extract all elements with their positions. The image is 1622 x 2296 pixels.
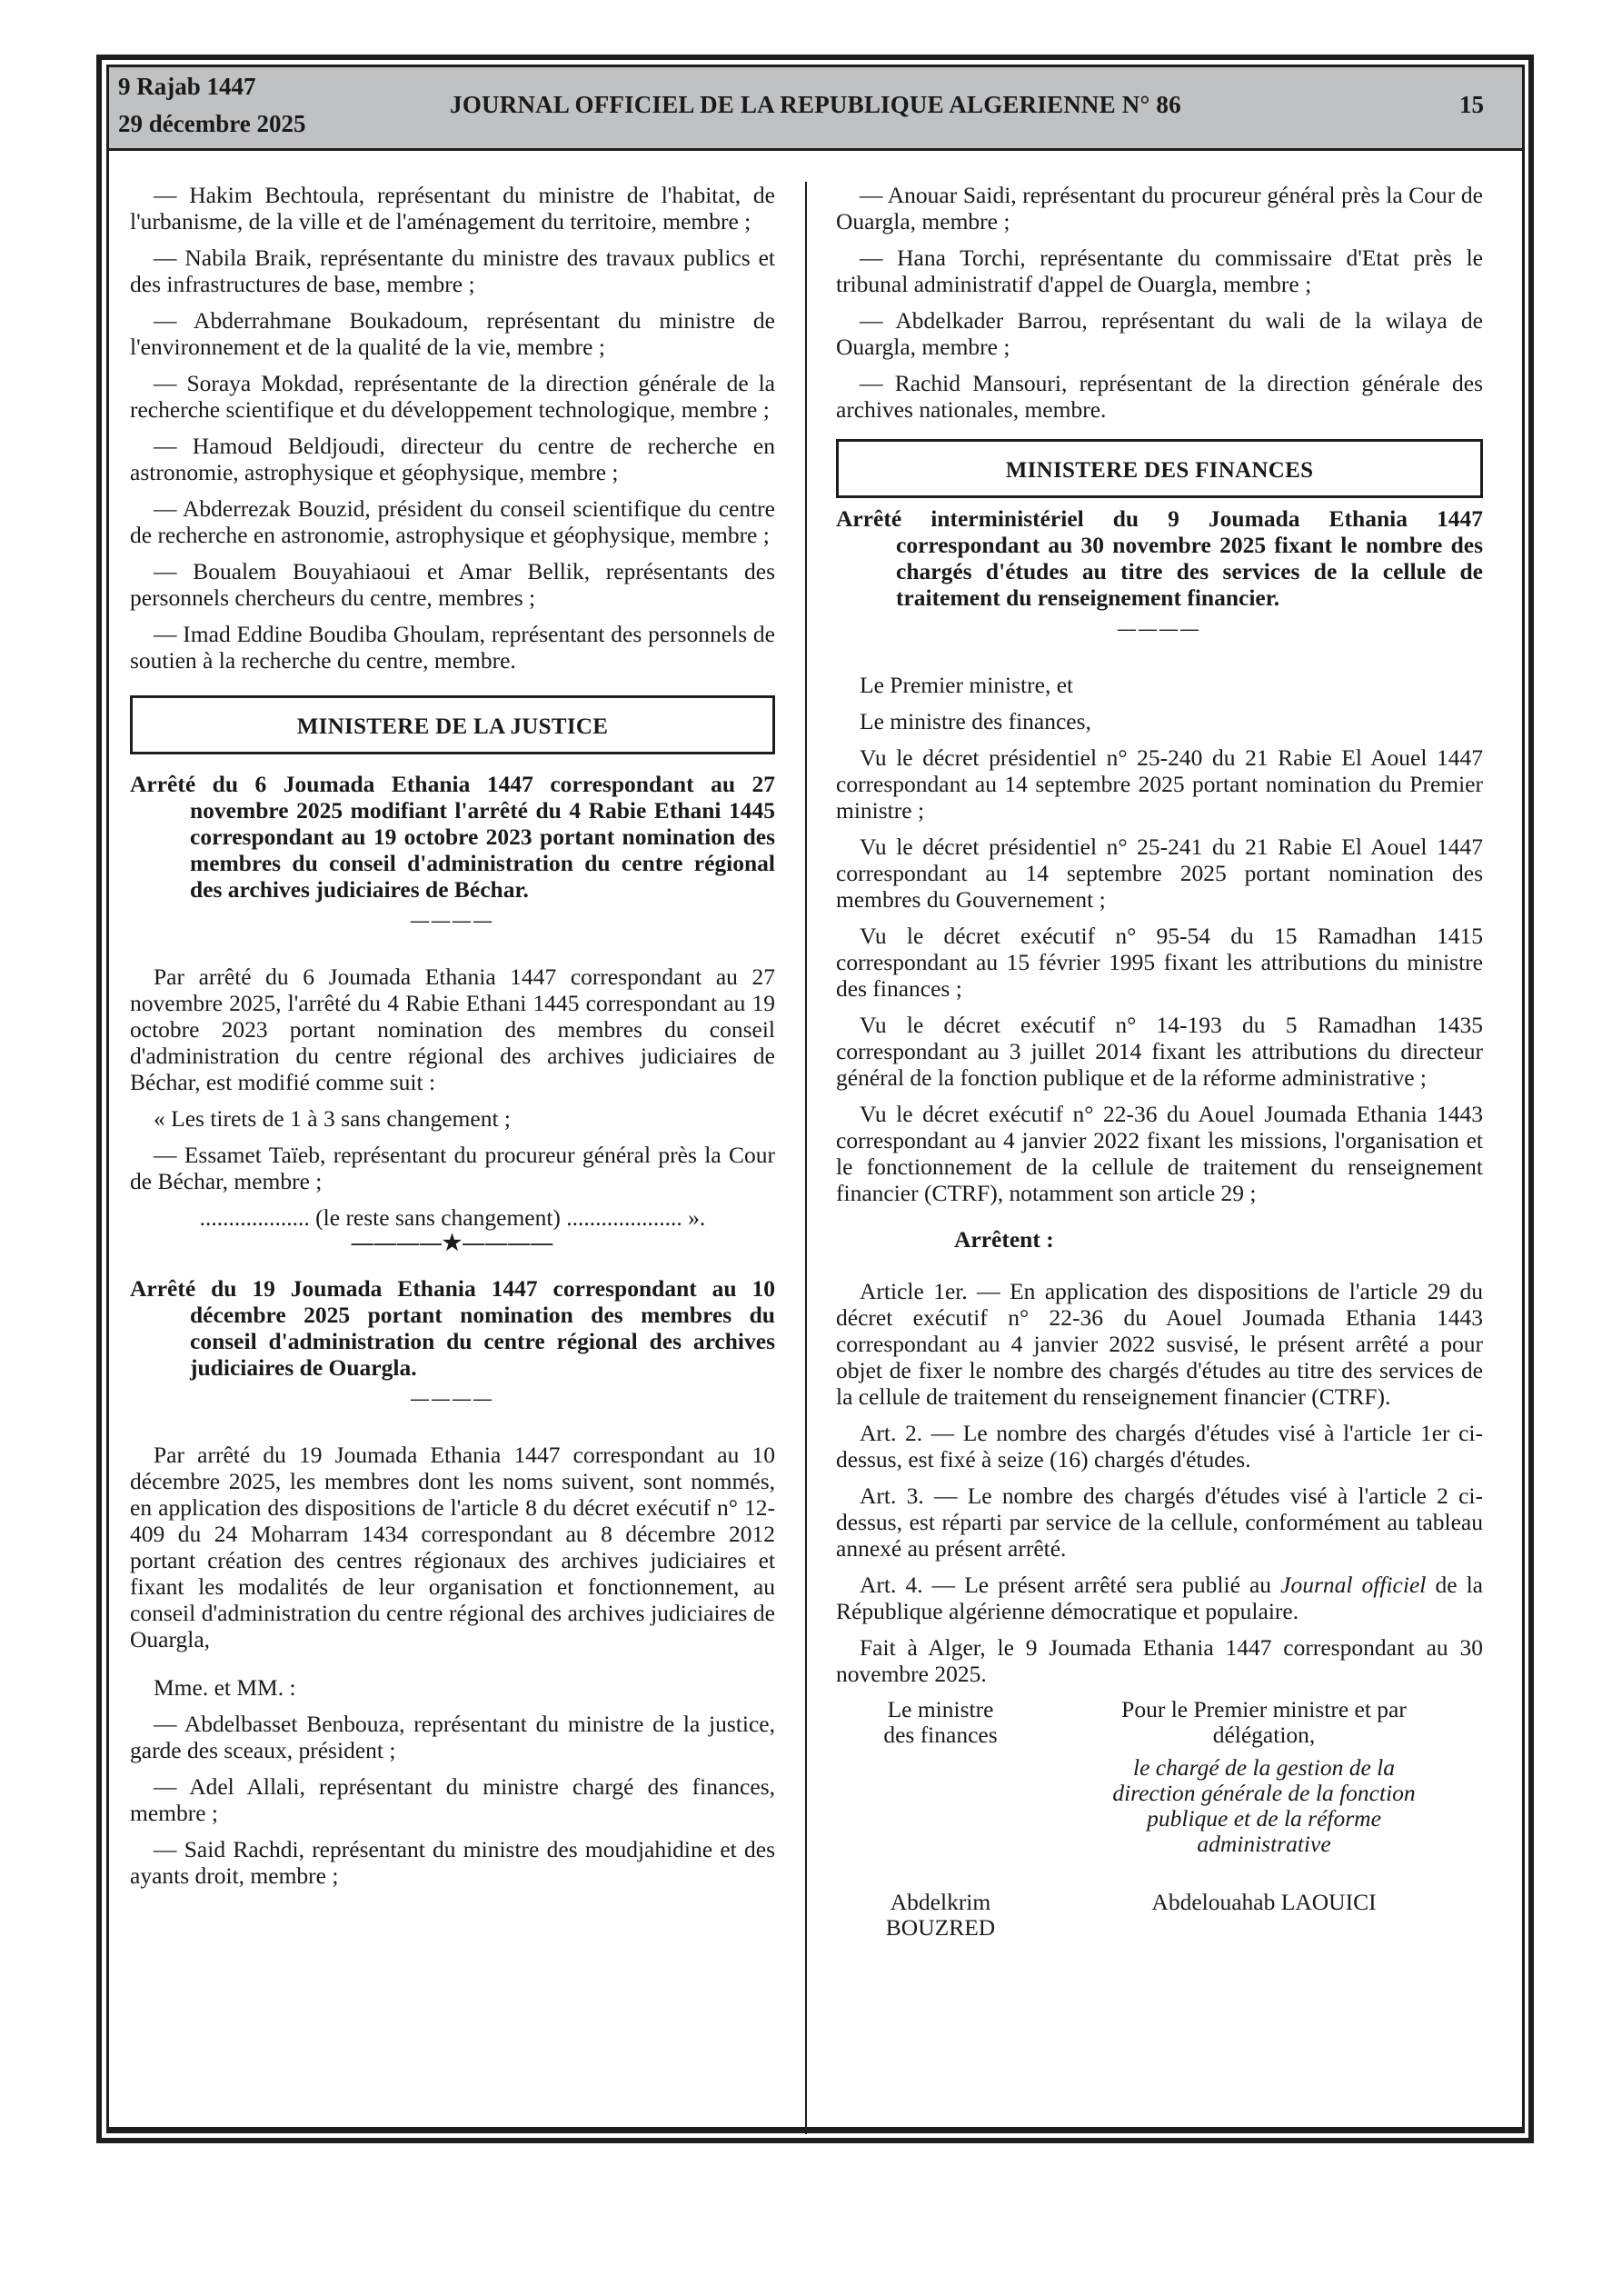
column-divider (805, 182, 807, 2134)
member-entry: — Rachid Mansouri, représentant de la direction générale des archives nationales, membre. (836, 370, 1483, 423)
decree-body: Par arrêté du 6 Joumada Ethania 1447 correspondant au 27 novembre 2025, l'arrêté du 4 Rabie Ethani 1445 correspondant au 19 octobre 2023 portant nomination des membres du conseil d'administration du centre régional des archives judiciaires de Béchar, est modifié comme suit : (130, 963, 775, 1095)
article-2: Art. 2. — Le nombre des chargés d'études visé à l'article 1er ci-dessus, est fixé à seize (16) chargés d'études. (836, 1420, 1483, 1472)
decree-body: Par arrêté du 19 Joumada Ethania 1447 correspondant au 10 décembre 2025, les membres dont les noms suivent, sont nommés, en application des dispositions de l'article 8 du décret exécutif n° 12-409 du 24 Moharram 1434 correspondant au 8 décembre 2012 portant création des centres régionaux des archives judiciaires et fixant les modalités de leur organisation et fonctionnement, au conseil d'administration du centre régional des archives judiciaires de Ouargla, (130, 1442, 775, 1652)
signature-block (836, 1697, 1483, 1941)
member-entry: — Hakim Bechtoula, représentant du ministre de l'habitat, de l'urbanisme, de la ville et de l'aménagement du territoire, membre ; (130, 182, 775, 235)
member-entry: — Abderrezak Bouzid, président du conseil scientifique du centre de recherche en astronomie, astrophysique et géophysique, membre ; (130, 495, 775, 548)
article-4 (836, 1572, 1483, 1624)
article-4-prefix: Art. 4. — Le présent arrêté sera publié au (860, 1572, 1281, 1598)
member-entry: — Said Rachdi, représentant du ministre des moudjahidine et des ayants droit, membre ; (130, 1836, 775, 1889)
arretent-heading: Arrêtent : (954, 1226, 1054, 1253)
member-entry: — Imad Eddine Boudiba Ghoulam, représentant des personnels de soutien à la recherche du centre, membre. (130, 621, 775, 674)
preamble-line: Le ministre des finances, (860, 708, 1091, 734)
section-heading-finances: MINISTERE DES FINANCES (836, 439, 1483, 498)
member-entry: — Hamoud Beldjoudi, directeur du centre de recherche en astronomie, astrophysique et géophysique, membre ; (130, 433, 775, 485)
visa-entry: Vu le décret présidentiel n° 25-240 du 21 Rabie El Aouel 1447 correspondant au 14 septembre 2025 portant nomination du Premier ministre ; (836, 744, 1483, 824)
visa-entry: Vu le décret exécutif n° 95-54 du 15 Ramadhan 1415 correspondant au 15 février 1995 fixant les attributions du ministre des finances ; (836, 923, 1483, 1002)
member-entry: — Abderrahmane Boukadoum, représentant du ministre de l'environnement et de la qualité de la vie, membre ; (130, 307, 775, 360)
member-entry: — Abdelkader Barrou, représentant du wali de la wilaya de Ouargla, membre ; (836, 307, 1483, 360)
done-at: Fait à Alger, le 9 Joumada Ethania 1447 correspondant au 30 novembre 2025. (836, 1634, 1483, 1687)
section-heading-justice: MINISTERE DE LA JUSTICE (130, 695, 775, 754)
signatory-first-name-left: Abdelkrim (890, 1889, 991, 1915)
signature-right (1045, 1697, 1483, 1941)
member-entry: — Hana Torchi, représentante du commissaire d'Etat près le tribunal administratif d'appel de Ouargla, membre ; (836, 245, 1483, 297)
rest-unchanged: ................... (le reste sans changement) .................... ». (199, 1204, 706, 1231)
journal-header (109, 67, 1522, 151)
salutation: Mme. et MM. : (154, 1674, 296, 1701)
member-entry: — Nabila Braik, représentante du ministre des travaux publics et des infrastructures de base, membre ; (130, 245, 775, 297)
signatory-title-left: Le ministre des finances (883, 1696, 998, 1748)
signatory-last-name-left: BOUZRED (885, 1914, 996, 1941)
member-entry: — Adel Allali, représentant du ministre chargé des finances, membre ; (130, 1773, 775, 1826)
member-entry: — Boualem Bouyahiaoui et Amar Bellik, représentants des personnels chercheurs du centre, membres ; (130, 558, 775, 611)
signatory-role-right: le chargé de la gestion de la direction générale de la fonction publique et de la réforme administrative (1112, 1754, 1416, 1857)
quote-start: « Les tirets de 1 à 3 sans changement ; (154, 1105, 512, 1132)
decree-title-bechar: Arrêté du 6 Joumada Ethania 1447 correspondant au 27 novembre 2025 modifiant l'arrêté du 4 Rabie Ethani 1445 correspondant au 19 octobre 2023 portant nomination des membres du conseil d'administration du centre régional des archives judiciaires de Béchar. (130, 771, 775, 903)
page-number: 15 (1459, 91, 1484, 118)
decree-title-ouargla: Arrêté du 19 Joumada Ethania 1447 correspondant au 10 décembre 2025 portant nomination des membres du conseil d'administration du centre régional des archives judiciaires de Ouargla. (130, 1275, 775, 1381)
signatory-title-right: Pour le Premier ministre et par délégation, (1121, 1696, 1407, 1748)
separator: ———— (1118, 619, 1201, 639)
member-entry: — Anouar Saidi, représentant du procureur général près la Cour de Ouargla, membre ; (836, 182, 1483, 235)
member-entry: — Soraya Mokdad, représentante de la direction générale de la recherche scientifique et du développement technologique, membre ; (130, 370, 775, 423)
article-1: Article 1er. — En application des dispositions de l'article 29 du décret exécutif n° 22-36 du Aouel Joumada Ethania 1443 correspondant au 4 janvier 2022 susvisé, le présent arrêté a pour objet de fixer le nombre des chargés d'études au titre des services de la cellule de traitement du renseignement financier (CTRF). (836, 1278, 1483, 1410)
separator: ———— (411, 911, 494, 931)
separator: ———— (411, 1389, 494, 1409)
article-3: Art. 3. — Le nombre des chargés d'études visé à l'article 2 ci-dessus, est réparti par service de la cellule, conformément au tableau annexé au présent arrêté. (836, 1482, 1483, 1562)
signature-left (836, 1697, 1045, 1941)
left-column (130, 182, 775, 1899)
preamble-line: Le Premier ministre, et (860, 672, 1074, 698)
header-gregorian-date: 29 décembre 2025 (118, 110, 306, 137)
visa-entry: Vu le décret présidentiel n° 25-241 du 21 Rabie El Aouel 1447 correspondant au 14 septembre 2025 portant nomination des membres du Gouvernement ; (836, 834, 1483, 913)
signatory-name-right: Abdelouahab LAOUICI (1151, 1889, 1377, 1915)
visa-entry: Vu le décret exécutif n° 22-36 du Aouel Joumada Ethania 1443 correspondant au 4 janvier 2022 fixant les missions, l'organisation et le fonctionnement de la cellule de traitement du renseignement financier (CTRF), notamment son article 29 ; (836, 1101, 1483, 1206)
header-title: JOURNAL OFFICIEL DE LA REPUBLIQUE ALGERIENNE N° 86 (450, 91, 1181, 118)
article-4-suffix: de la République algérienne démocratique et populaire. (836, 1572, 1483, 1624)
member-entry: — Essamet Taïeb, représentant du procureur général près la Cour de Béchar, membre ; (130, 1142, 775, 1194)
right-column (836, 182, 1483, 1941)
star-separator: ————★———— (351, 1232, 554, 1255)
journal-officiel-italic: Journal officiel (1280, 1572, 1427, 1598)
header-hijri-date: 9 Rajab 1447 (118, 73, 256, 100)
member-entry: — Abdelbasset Benbouza, représentant du ministre de la justice, garde des sceaux, président ; (130, 1711, 775, 1763)
visa-entry: Vu le décret exécutif n° 14-193 du 5 Ramadhan 1435 correspondant au 3 juillet 2014 fixant les attributions du directeur général de la fonction publique et de la réforme administrative ; (836, 1012, 1483, 1091)
decree-title-ctrf: Arrêté interministériel du 9 Joumada Ethania 1447 correspondant au 30 novembre 2025 fixant le nombre des chargés d'études au titre des services de la cellule de traitement du renseignement financier. (836, 505, 1483, 611)
